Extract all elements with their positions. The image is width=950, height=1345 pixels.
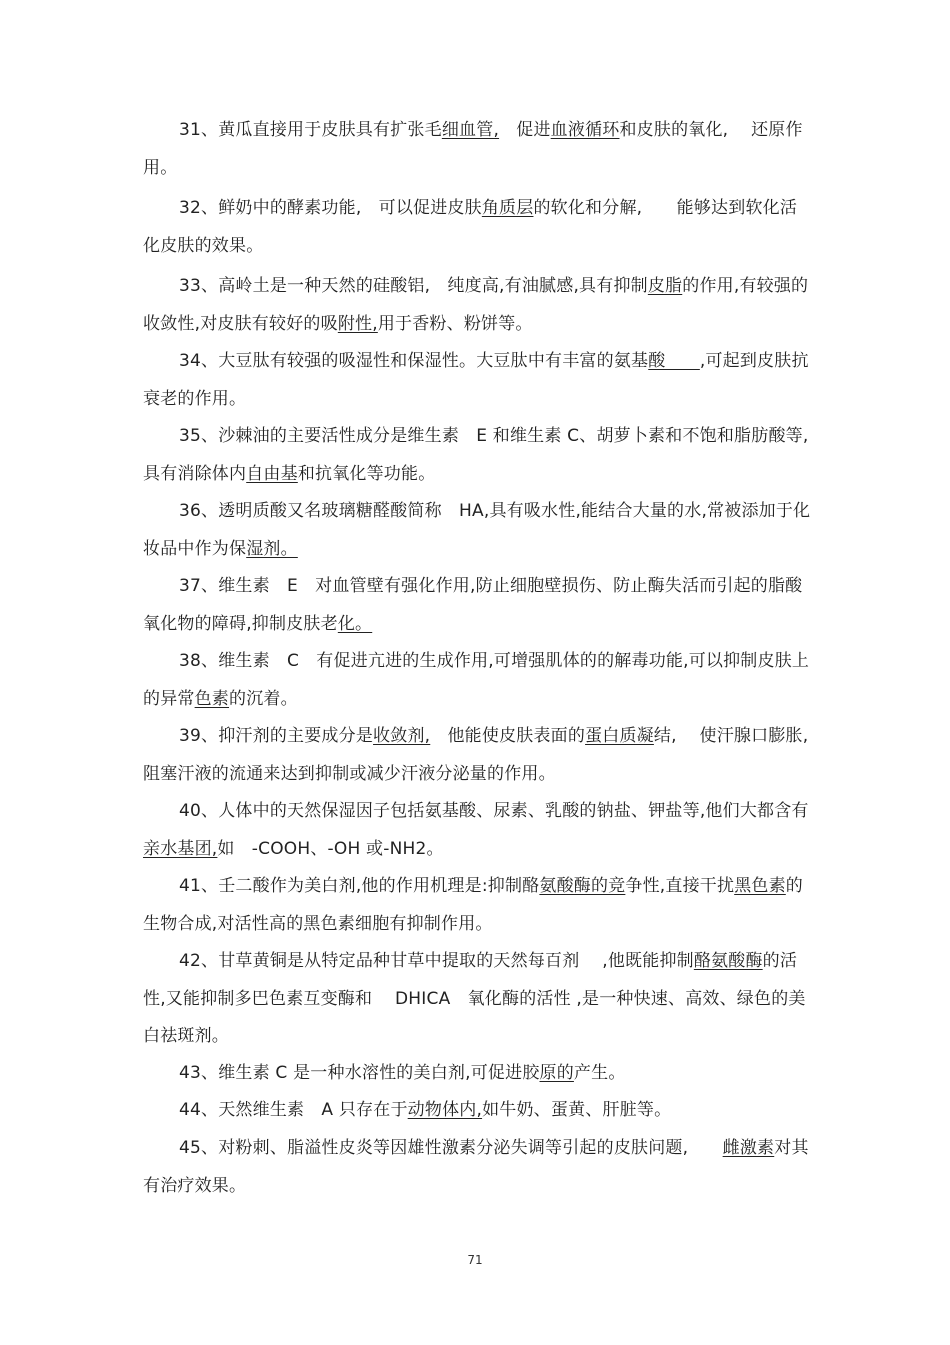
underlined-answer: 皮脂: [647, 276, 683, 296]
text: ,可起到皮肤抗衰老的作用。: [143, 351, 809, 409]
paragraph-34: [143, 343, 811, 418]
text: 对其有治疗效果。: [143, 1138, 809, 1196]
underlined-answer: 蛋白质凝: [585, 726, 654, 746]
text: 31、黄瓜直接用于皮肤具有扩张毛: [179, 120, 442, 140]
paragraph-39: [143, 718, 811, 793]
text: 43、维生素 C 是一种水溶性的美白剂,可促进胶: [179, 1063, 540, 1083]
underlined-answer: 原的: [539, 1063, 574, 1083]
paragraph-44: [143, 1092, 811, 1130]
text: 的软化和分解, 能够达到软化活化皮肤的效果。: [143, 198, 798, 256]
text: 结, 使汗腺口膨胀,阻塞汗液的流通来达到抑制或减少汗液分泌量的作用。: [143, 726, 809, 784]
text: 40、人体中的天然保湿因子包括氨基酸、尿素、乳酸的钠盐、钾盐等,他们大都含有: [179, 801, 809, 821]
paragraph-42: [143, 943, 811, 1056]
paragraph-45: [143, 1130, 811, 1205]
underlined-answer: 血液循环: [550, 120, 620, 140]
paragraph-37: [143, 568, 811, 643]
text: 他能使皮肤表面的: [430, 726, 586, 746]
text: 44、天然维生素 A 只存在于: [179, 1100, 408, 1120]
underlined-answer: 动物体内,: [407, 1100, 483, 1120]
text: 和皮肤的氧化, 还原作用。: [143, 120, 803, 178]
underlined-answer: 角质层: [481, 198, 534, 218]
paragraph-31: [143, 112, 811, 187]
text: 的作用,有较强的收敛性,对皮肤有较好的吸: [143, 276, 809, 334]
underlined-answer: 亲水基团,: [143, 838, 218, 859]
text: 争性,直接干扰: [625, 876, 735, 896]
text: 36、透明质酸又名玻璃糖醛酸简称 HA,具有吸水性,能结合大量的水,常被添加于化妆品中作为保: [143, 501, 811, 559]
paragraph-38: [143, 643, 811, 718]
underlined-answer: 酪氨酸酶: [693, 951, 763, 971]
paragraph-40: [143, 793, 811, 868]
text: 41、壬二酸作为美白剂,他的作用机理是:抑制酪: [179, 876, 540, 896]
underlined-answer: 附性,: [337, 313, 378, 334]
text: 如牛奶、蛋黄、肝脏等。: [482, 1100, 672, 1120]
underlined-answer: 湿剂。: [246, 538, 298, 559]
underlined-answer: 氨酸酶的竞: [539, 876, 626, 896]
text: 产生。: [573, 1063, 626, 1083]
underlined-answer: 自由基: [246, 463, 298, 484]
text: 的活性,又能抑制多巴色素互变酶和 DHICA 氧化酶的活性 ,是一种快速、高效、绿色的美白祛斑剂。: [143, 951, 806, 1046]
text: 33、高岭土是一种天然的硅酸铝, 纯度高,有油腻感,具有抑制: [179, 276, 648, 296]
text: 34、大豆肽有较强的吸湿性和保湿性。大豆肽中有丰富的氨基: [179, 351, 649, 371]
text: 用于香粉、粉饼等。: [377, 313, 533, 334]
underlined-answer: 酸: [648, 351, 700, 371]
underlined-answer: 色素: [194, 688, 230, 709]
text: 37、维生素 E 对血管壁有强化作用,防止细胞壁损伤、防止酶失活而引起的脂酸氧化物的障碍,抑制皮肤老: [143, 576, 803, 634]
paragraph-32: [143, 190, 811, 265]
text: 的生物合成,对活性高的黑色素细胞有抑制作用。: [143, 876, 803, 934]
underlined-answer: 化。: [337, 613, 373, 634]
text: 39、抑汗剂的主要成分是: [179, 726, 374, 746]
underlined-answer: 收敛剂,: [373, 726, 431, 746]
paragraph-36: [143, 493, 811, 568]
text: 如 -COOH、-OH 或-NH2。: [217, 838, 444, 859]
text: 42、甘草黄铜是从特定品种甘草中提取的天然每百剂 ,他既能抑制: [179, 951, 694, 971]
paragraph-33: [143, 268, 811, 343]
text: 32、鲜奶中的酵素功能, 可以促进皮肤: [179, 198, 482, 218]
underlined-answer: 雌激素: [722, 1138, 775, 1158]
page-number: 71: [467, 1253, 483, 1267]
paragraph-43: [143, 1055, 811, 1093]
text: 的沉着。: [229, 688, 298, 709]
text: 45、对粉刺、脂溢性皮炎等因雄性激素分泌失调等引起的皮肤问题,: [179, 1138, 723, 1158]
text: 促进: [499, 120, 551, 140]
text: 38、维生素 C 有促进亢进的生成作用,可增强肌体的的解毒功能,可以抑制皮肤上的异常: [143, 651, 810, 709]
underlined-answer: 黑色素: [734, 876, 786, 896]
text: 和抗氧化等功能。: [297, 463, 436, 484]
text: 35、沙棘油的主要活性成分是维生素 E 和维生素 C、胡萝卜素和不饱和脂肪酸等,具有消除体内: [143, 426, 809, 484]
paragraph-41: [143, 868, 811, 943]
underlined-answer: 细血管,: [441, 120, 500, 140]
paragraph-35: [143, 418, 811, 493]
